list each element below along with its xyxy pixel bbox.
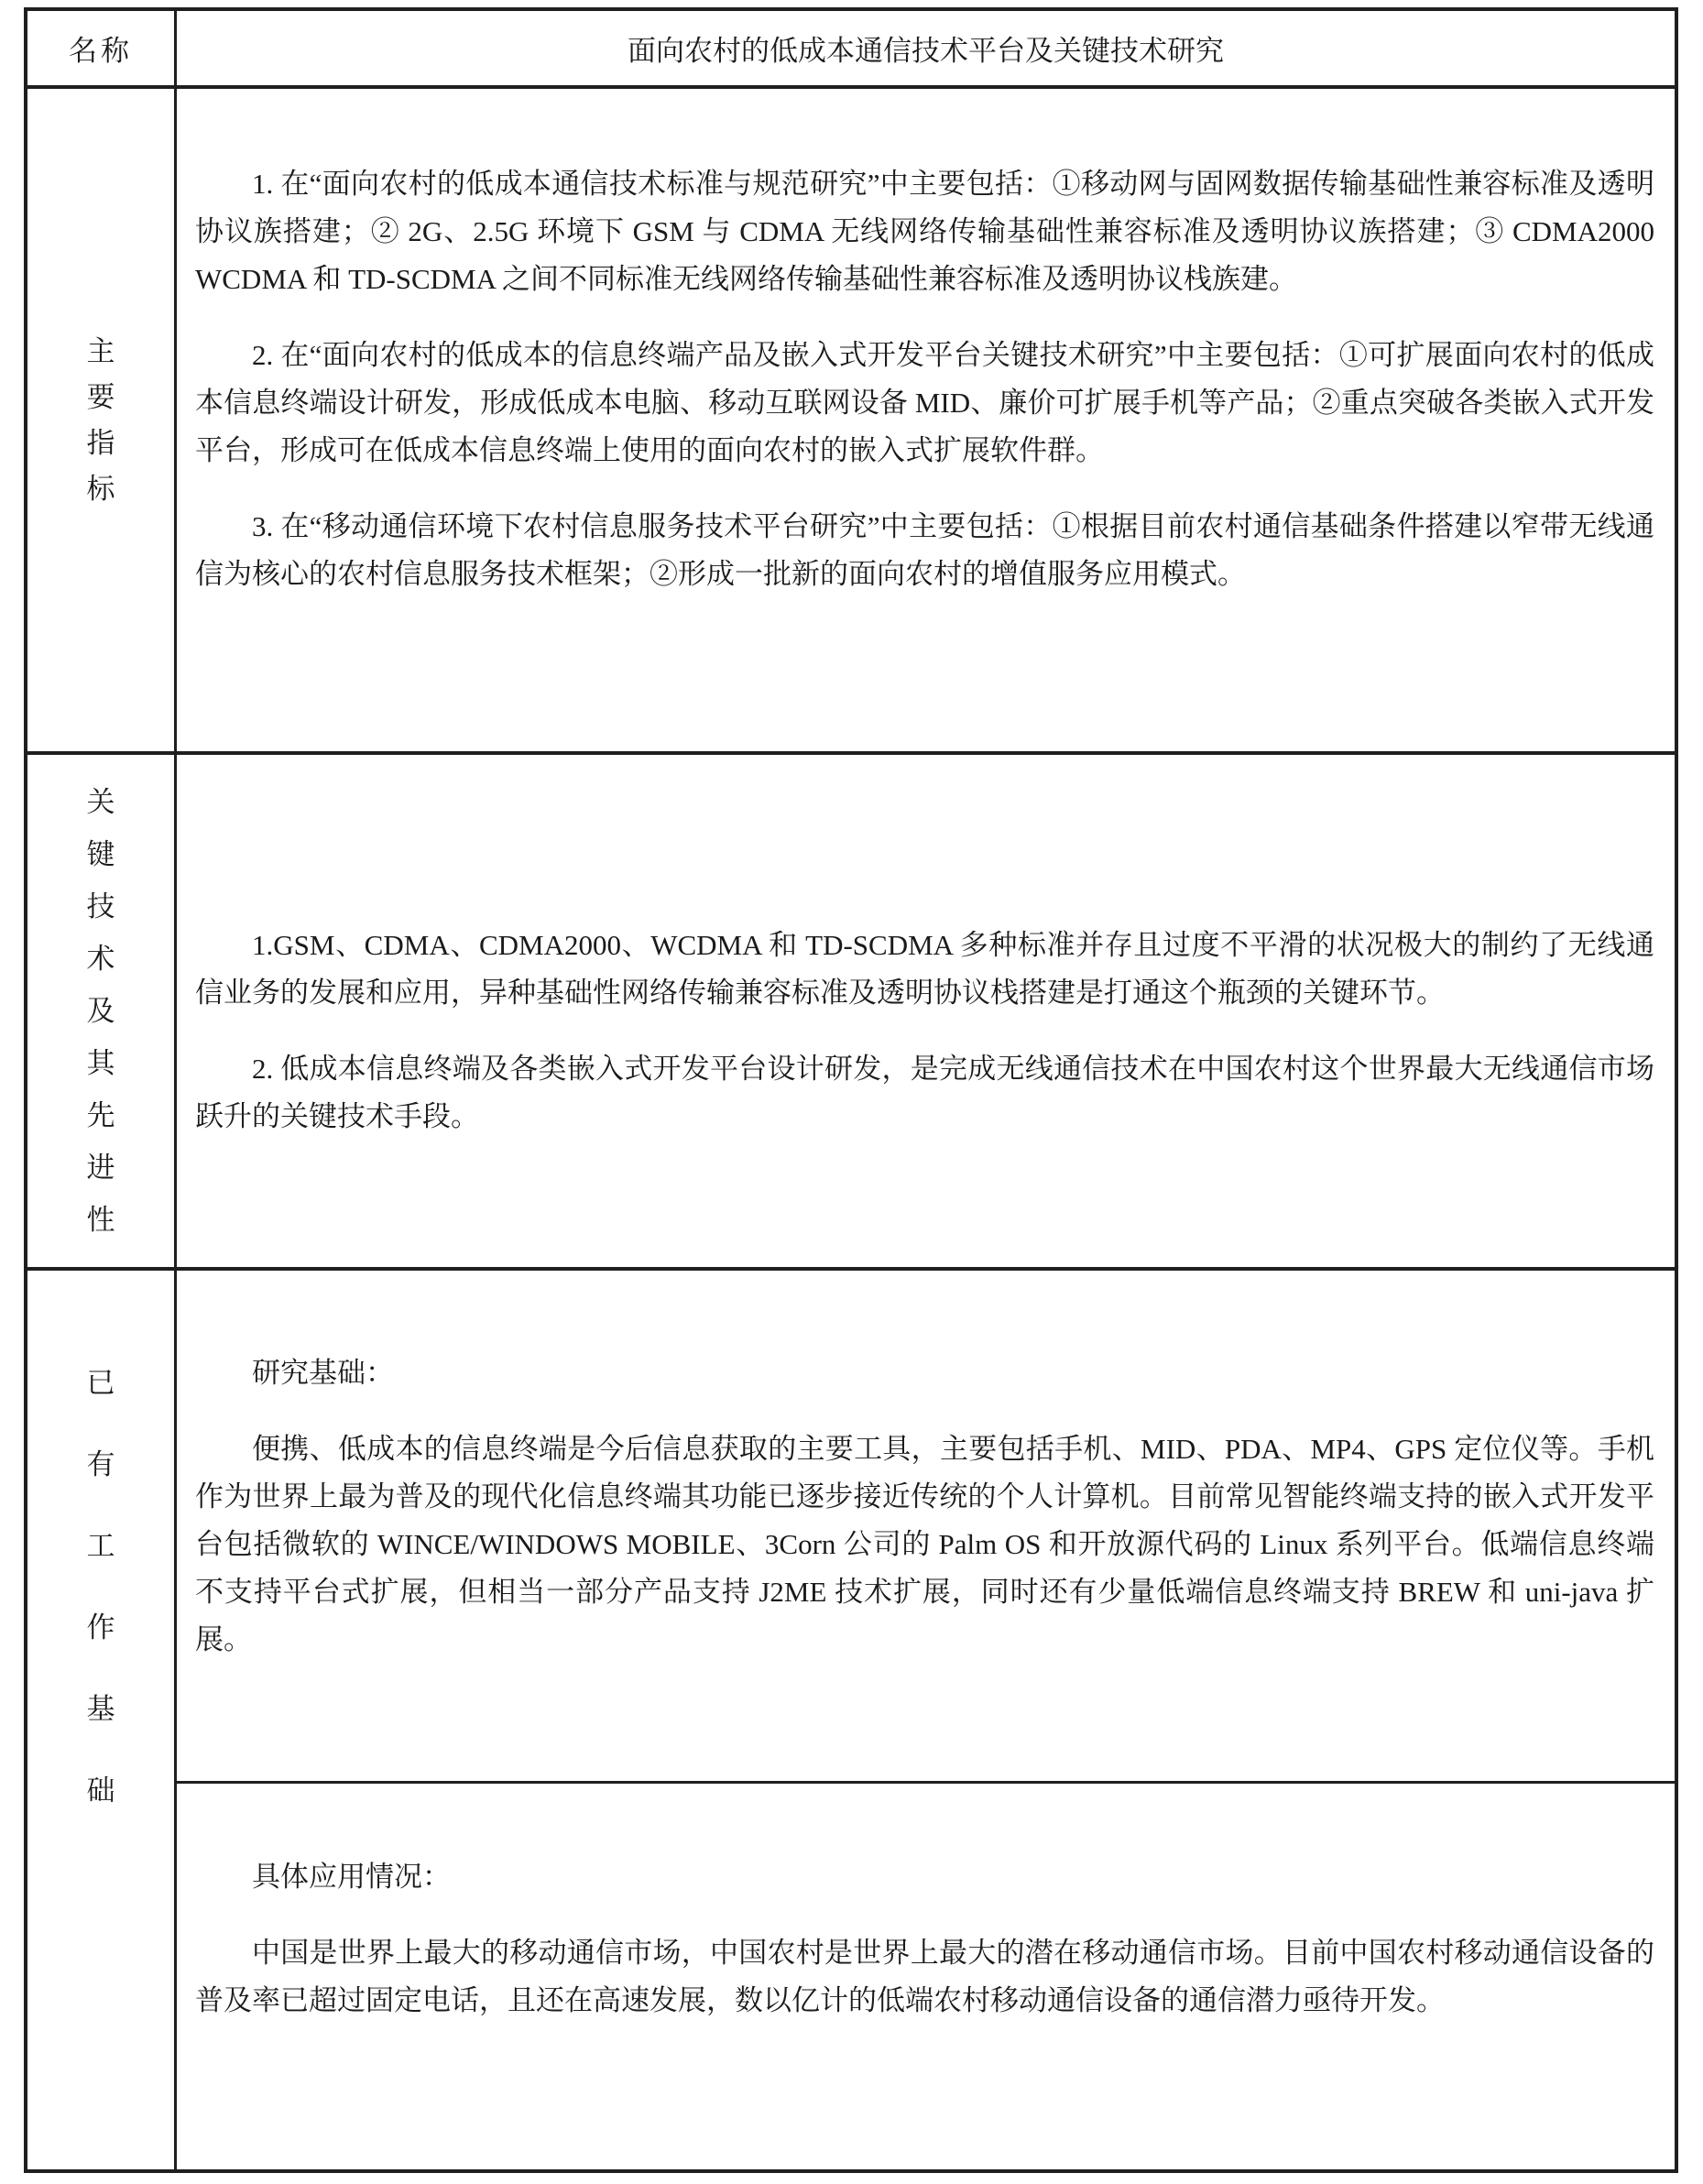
research-base-paragraph: 便携、低成本的信息终端是今后信息获取的主要工具，主要包括手机、MID、PDA、MP4、GPS 定位仪等。手机作为世界上最为普及的现代化信息终端其功能已逐步接近传统的个人计算机。目前常见智能终端支持的嵌入式开发平台包括微软的 WINCE/WINDOWS MOBILE、3Corn 公司的 Palm OS 和开放源代码的 Linux 系列平台。低端信息终端不支持平台式扩展，但相当一部分产品支持 J2ME 技术扩展，同时还有少量低端信息终端支持 BREW 和 uni-java 扩展。 [195,1433,1654,1655]
application-status-heading: 具体应用情况： [252,1861,451,1893]
application-status-subcell [177,1784,1675,2169]
row-key-technology [27,755,1675,1271]
keytech-paragraph-1: 1.GSM、CDMA、CDMA2000、WCDMA 和 TD-SCDMA 多种标准并存且过度不平滑的状况极大的制约了无线通信业务的发展和应用，异种基础性网络传输兼容标准及透明协议栈搭建是打通这个瓶颈的关键环节。 [195,929,1654,1009]
keytech-label-cell [27,755,177,1267]
indicator-paragraph-2: 2. 在“面向农村的低成本的信息终端产品及嵌入式开发平台关键技术研究”中主要包括：①可扩展面向农村的低成本信息终端设计研发，形成低成本电脑、移动互联网设备 MID、廉价可扩展手机等产品；②重点突破各类嵌入式开发平台，形成可在低成本信息终端上使用的面向农村的嵌入式扩展软件群。 [195,339,1654,466]
research-base-subcell [177,1271,1675,1784]
research-base-heading: 研究基础： [252,1357,394,1389]
application-status-paragraph: 中国是世界上最大的移动通信市场，中国农村是世界上最大的潜在移动通信市场。目前中国农村移动通信设备的普及率已超过固定电话，且还在高速发展，数以亿计的低端农村移动通信设备的通信潜力亟待开发。 [195,1937,1654,2016]
indicators-label: 主要指标 [86,334,115,505]
project-title-cell [177,11,1675,85]
foundation-label-cell [27,1271,177,2169]
indicator-paragraph-1: 1. 在“面向农村的低成本通信技术标准与规范研究”中主要包括：①移动网与固网数据传输基础性兼容标准及透明协议族搭建；② 2G、2.5G 环境下 GSM 与 CDMA 无线网络传输基础性兼容标准及透明协议族搭建；③ CDMA2000 WCDMA 和 TD-SCDMA 之间不同标准无线网络传输基础性兼容标准及透明协议栈族建。 [195,168,1654,295]
project-info-table [24,7,1678,2173]
keytech-content-cell [177,755,1675,1267]
row-work-foundation [27,1271,1675,2169]
indicator-paragraph-3: 3. 在“移动通信环境下农村信息服务技术平台研究”中主要包括：①根据目前农村通信基础条件搭建以窄带无线通信为核心的农村信息服务技术框架；②形成一批新的面向农村的增值服务应用模式。 [195,510,1654,590]
indicators-label-cell [27,89,177,751]
foundation-label: 已有工作基础 [86,1367,115,1807]
foundation-content-cell [177,1271,1675,2169]
name-label: 名称 [69,35,133,67]
project-title: 面向农村的低成本通信技术平台及关键技术研究 [628,35,1224,67]
indicators-content-cell [177,89,1675,751]
row-main-indicators [27,89,1675,755]
name-label-cell [27,11,177,85]
foundation-subcells [177,1271,1675,2169]
row-name [27,11,1675,89]
keytech-label: 关键技术及其先进性 [86,786,115,1236]
keytech-paragraph-2: 2. 低成本信息终端及各类嵌入式开发平台设计研发，是完成无线通信技术在中国农村这个世界最大无线通信市场跃升的关键技术手段。 [195,1053,1654,1132]
